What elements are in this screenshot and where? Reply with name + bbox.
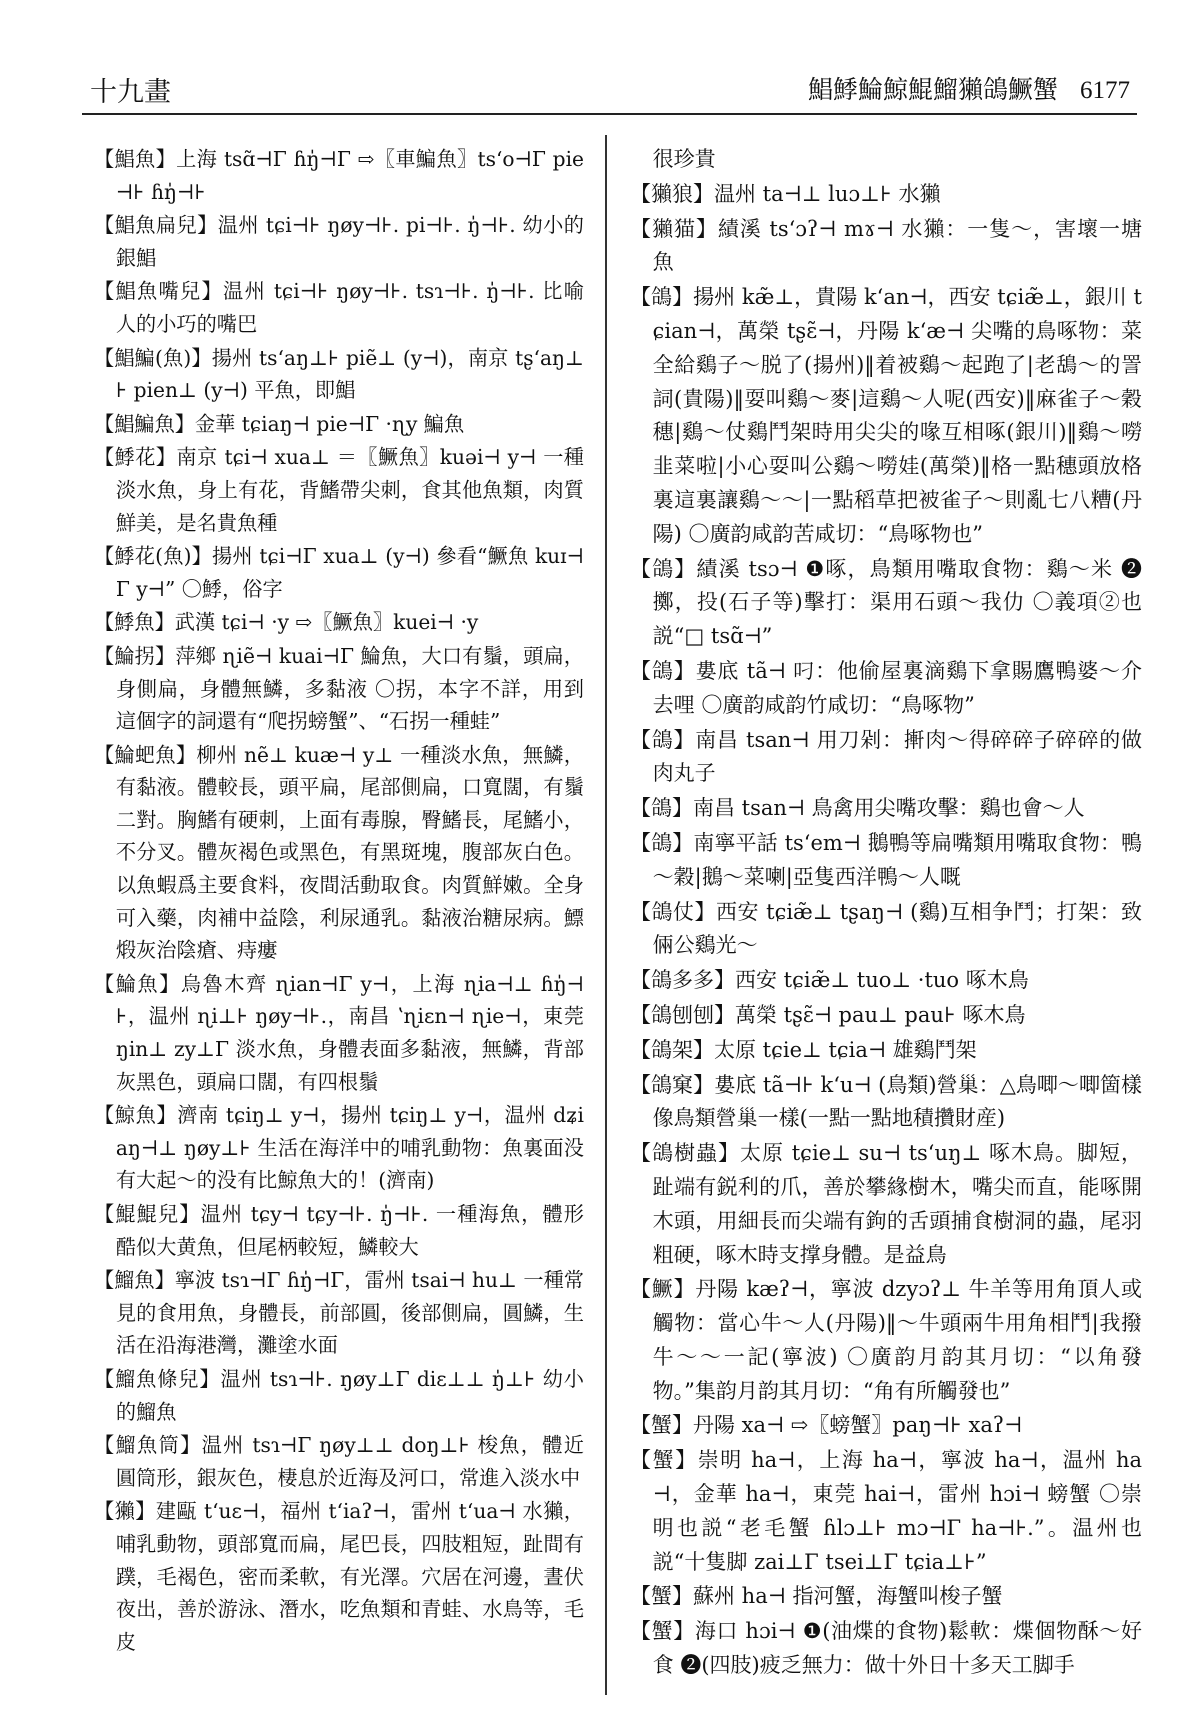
dictionary-entry: 【鴿】績溪 tsɔ⊣ ❶啄，鳥類用嘴取食物：鷄～米 ❷擲，投(石子等)擊打：渠用石頭～我仂 〇義項②也説“□ tsɑ̃⊣” [630, 556, 1142, 649]
dictionary-entry: 【鯩蚆魚】柳州 nẽ⊥ kuæ⊣ y⊥ 一種淡水魚，無鱗，有黏液。體較長，頭平扁，尾部側扁，口寬闊，有鬚二對。胸鰭有硬刺，上面有毒腺，臀鰭長，尾鰭小，不分叉。體灰褐色或黑色，有黑斑塊，腹部灰白色。以魚蝦爲主要食料，夜間活動取食。肉質鮮嫩。全身可入藥，肉補中益陰，利尿通乳。黏液治糖尿病。鰾煅灰治陰瘡、痔瘻 [94, 742, 584, 963]
dictionary-entry: 【蟹】丹陽 xa⊣ ⇨〖螃蟹〗paŋ⊣⊦ xaʔ⊣ [630, 1413, 1023, 1438]
dictionary-entry: 【鰡魚條兒】温州 tsɿ⊣⊦. ŋøy⊥Γ diɛ⊥⊥ ŋ̍⊥⊦ 幼小的鰡魚 [94, 1366, 584, 1424]
dictionary-entry: 【鴿】南昌 tsan⊣ 用刀剁：搟肉～得碎碎子碎碎的做肉丸子 [630, 727, 1142, 786]
dictionary-entry: 【鯩魚】烏魯木齊 ɳian⊣Γ y⊣，上海 ɳia⊣⊥ ɦŋ̍⊣⊦，温州 ɳi⊥⊦ ŋøy⊣⊦.，南昌 ʽɳiɛn⊣ ɳie⊣，東莞 ŋin⊥ zy⊥Γ 淡水魚，身體表面多黏液，無鱗，背部灰黑色，頭扁口闊，有四根鬚 [94, 971, 584, 1094]
dictionary-entry: 【鴿樹蟲】太原 tɕie⊥ su⊣ tsʻuŋ⊥ 啄木鳥。脚短，趾端有鋭利的爪，善於攀緣樹木，嘴尖而直，能啄開木頭，用細長而尖端有鉤的舌頭捕食樹洞的蟲，尾羽粗硬，啄木時支撑身體。是益鳥 [630, 1141, 1142, 1267]
dictionary-entry: 【鯧魚扁兒】温州 tɕi⊣⊦ ŋøy⊣⊦. pi⊣⊦. ŋ̍⊣⊦. 幼小的銀鯧 [94, 213, 584, 270]
dictionary-entry: 【鰡魚筒】温州 tsɿ⊣Γ ŋøy⊥⊥ doŋ⊥⊦ 梭魚，體近圓筒形，銀灰色，棲息於近海及河口，常進入淡水中 [94, 1433, 584, 1490]
dictionary-entry: 【鴿】南寧平話 tsʻem⊣ 鵝鴨等扁嘴類用嘴取食物：鴨～穀|鵝～菜喇|亞隻西洋鴨～人嘅 [630, 830, 1142, 889]
dictionary-entry: 【鯨魚】濟南 tɕiŋ⊥ y⊣，揚州 tɕiŋ⊥ y⊣，温州 dʑiaŋ⊣⊥ ŋøy⊥⊦ 生活在海洋中的哺乳動物：魚裏面没有大起～的没有比鯨魚大的！(濟南) [94, 1103, 584, 1193]
dictionary-entry: 【鴿】婁底 tã⊣ 叼：他偷屋裏滴鷄下拿賜鷹鴨婆～介去哩 〇廣韵咸韵竹咸切：“鳥啄物” [630, 658, 1142, 717]
column-divider [605, 135, 607, 1695]
dictionary-entry: 【鴿】揚州 kæ̃⊥，貴陽 kʻan⊣，西安 tɕiæ̃⊥，銀川 tɕian⊣，萬榮 tʂɛ̃⊣，丹陽 kʻæ⊣ 尖嘴的鳥啄物：菜全給鷄子～脱了(揚州)‖着被鷄～起跑了|老鴰～的詈詞(貴陽)‖耍叫鷄～麥|這鷄～人呢(西安)‖麻雀子～穀穗|鷄～仗鷄鬥架時用尖尖的喙互相啄(銀川)‖鷄～嘮韭菜啦|小心耍叫公鷄～嘮娃(萬榮)‖格一點穗頭放格裏這裏讓鷄～～|一點稻草把被雀子～則亂七八糟(丹陽) 〇廣韵咸韵苦咸切：“鳥啄物也” [630, 285, 1142, 546]
entry-continuation: 很珍貴 [652, 147, 716, 171]
dictionary-entry: 【鰡魚】寧波 tsɿ⊣Γ ɦŋ̍⊣Γ，雷州 tsai⊣ hu⊥ 一種常見的食用魚，身體長，前部圓，後部側扁，圓鱗，生活在沿海港灣，灘塗水面 [94, 1268, 584, 1358]
page-number: 6177 [1080, 77, 1130, 104]
section-title: 十九畫 [90, 77, 171, 108]
dictionary-entry: 【鯚花】南京 tɕi⊣ xua⊥ ＝〖鱖魚〗kuəi⊣ y⊣ 一種淡水魚，身上有花，背鰭帶尖刺，食其他魚類，肉質鮮美，是名貴魚種 [94, 445, 584, 535]
dictionary-entry: 【鴿多多】西安 tɕiæ̃⊥ tuo⊥ ·tuo 啄木鳥 [630, 968, 1029, 993]
dictionary-entry: 【鯧魚嘴兒】温州 tɕi⊣⊦ ŋøy⊣⊦. tsɿ⊣⊦. ŋ̍⊣⊦. 比喻人的小巧的嘴巴 [94, 279, 584, 336]
left-column [94, 143, 584, 1659]
running-headwords: 鯧鯚鯩鯨鯤鰡獺鴿鱖蟹 [807, 75, 1058, 104]
dictionary-entry: 【蟹】蘇州 ha⊣ 指河蟹，海蟹叫梭子蟹 [630, 1584, 1003, 1609]
dictionary-entry: 【鴿刨刨】萬榮 tʂɛ̃⊣ pau⊥ pau⊦ 啄木鳥 [630, 1002, 1026, 1027]
header-rule [82, 113, 1137, 115]
header-right [808, 70, 1130, 106]
dictionary-entry: 【鴿架】太原 tɕie⊥ tɕia⊣ 雄鷄鬥架 [630, 1037, 977, 1062]
page-header [90, 70, 1130, 114]
dictionary-entry: 【鯤鯤兒】温州 tɕy⊣ tɕy⊣⊦. ŋ̍⊣⊦. 一種海魚，體形酷似大黄魚，但尾柄較短，鱗較大 [94, 1202, 584, 1259]
dictionary-entry: 【鯚魚】武漢 tɕi⊣ ·y ⇨〖鱖魚〗kuei⊣ ·y [94, 610, 479, 635]
dictionary-entry: 【鴿仗】西安 tɕiæ̃⊥ tʂaŋ⊣ (鷄)互相争鬥；打架：致倆公鷄光～ [630, 899, 1142, 958]
right-column [630, 143, 1142, 1684]
dictionary-entry: 【獺】建甌 tʻuɛ⊣，福州 tʻiaʔ⊣，雷州 tʻua⊣ 水獺，哺乳動物，頭部寬而扁，尾巴長，四肢粗短，趾間有蹼，毛褐色，密而柔軟，有光澤。穴居在河邊，晝伏夜出，善於游泳、潛水，吃魚類和青蛙、水鳥等，毛皮 [94, 1499, 584, 1654]
dictionary-entry: 【鴿窠】婁底 tã⊣⊦ kʻu⊣ (鳥類)營巢：△鳥唧～唧箇樣像鳥類營巢一樣(一點一點地積攢財産) [630, 1072, 1142, 1131]
dictionary-entry: 【獺狼】温州 ta⊣⊥ luɔ⊥⊦ 水獺 [630, 181, 941, 206]
dictionary-entry: 【蟹】海口 hɔi⊣ ❶(油煠的食物)鬆軟：煠個物酥～好食 ❷(四肢)疲乏無力：做十外日十多天工脚手 [630, 1619, 1142, 1678]
dictionary-entry: 【鱖】丹陽 kæʔ⊣，寧波 dzyɔʔ⊥ 牛羊等用角頂人或觸物：當心牛～人(丹陽)‖～牛頭兩牛用角相鬥|我撥牛～～一記(寧波) 〇廣韵月韵其月切：“以角發物。”集韵月韵其月切：“角有所觸發也” [630, 1277, 1142, 1403]
dictionary-entry: 【蟹】崇明 ha⊣，上海 ha⊣，寧波 ha⊣，温州 ha⊣，金華 ha⊣，東莞 hai⊣，雷州 hɔi⊣ 螃蟹 〇崇明也説“老毛蟹 ɦlɔ⊥⊦ mɔ⊣Γ ha⊣⊦.”。温州也説“十隻脚 zai⊥Γ tsei⊥Γ tɕia⊥⊦” [630, 1448, 1142, 1574]
dictionary-entry: 【獺猫】績溪 tsʻɔʔ⊣ mɤ⊣ 水獺：一隻～，害壞一塘魚 [630, 216, 1142, 275]
dictionary-entry: 【鯧鯿(魚)】揚州 tsʻaŋ⊥⊦ piẽ⊥ (y⊣)，南京 tʂʻaŋ⊥⊦ pien⊥ (y⊣) 平魚，即鯧 [94, 345, 584, 403]
dictionary-entry: 【鯩拐】萍鄉 ɳiẽ⊣ kuai⊣Γ 鯩魚，大口有鬚，頭扁，身側扁，身體無鱗，多黏液 〇拐，本字不詳，用到這個字的詞還有“爬拐螃蟹”、“石拐一種蛙” [94, 643, 584, 734]
dictionary-entry: 【鯚花(魚)】揚州 tɕi⊣Γ xua⊥ (y⊣) 參看“鱖魚 kuɪ⊣Γ y⊣” 〇鯚，俗字 [94, 544, 584, 601]
dictionary-entry: 【鴿】南昌 tsan⊣ 鳥禽用尖嘴攻擊：鷄也會～人 [630, 796, 1085, 821]
dictionary-entry: 【鯧魚】上海 tsɑ̃⊣Γ ɦŋ̍⊣Γ ⇨〖車鯿魚〗tsʻo⊣Γ pie⊣⊦ ɦŋ̍⊣⊦ [94, 147, 584, 204]
dictionary-entry: 【鯧鯿魚】金華 tɕiaŋ⊣ pie⊣Γ ·ɳy 鯿魚 [94, 411, 465, 436]
